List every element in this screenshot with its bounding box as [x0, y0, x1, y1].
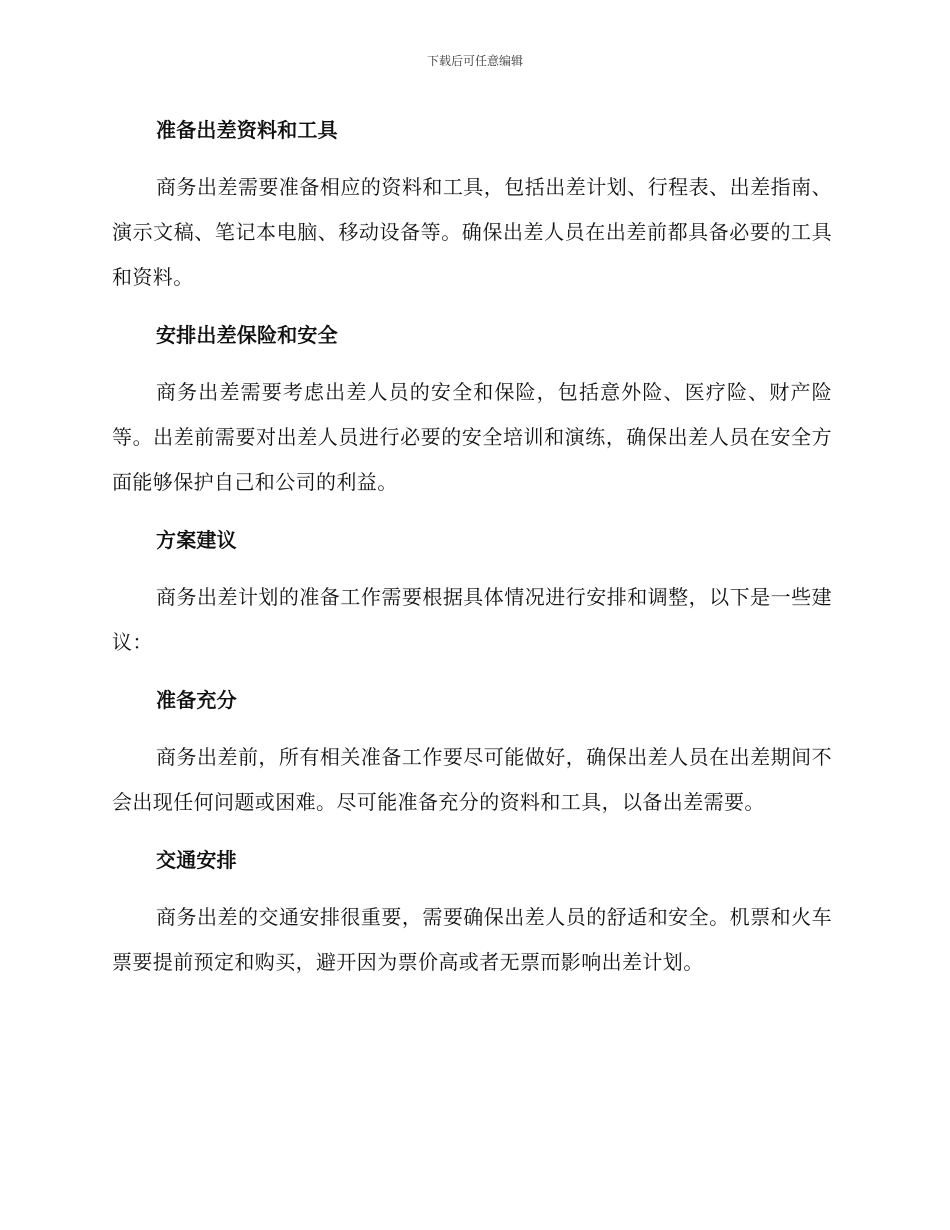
section-prepare-materials	[112, 108, 832, 300]
section-insurance-safety	[112, 313, 832, 505]
section-transportation	[112, 838, 832, 985]
section-plan-suggestions	[112, 518, 832, 665]
section-paragraph: 商务出差的交通安排很重要，需要确保出差人员的舒适和安全。机票和火车票要提前预定和购买，避开因为票价高或者无票而影响出差计划。	[112, 905, 832, 974]
section-heading: 方案建议	[156, 528, 237, 552]
section-heading: 准备充分	[156, 688, 237, 712]
section-heading: 准备出差资料和工具	[156, 118, 338, 142]
document-body	[112, 108, 832, 998]
section-heading: 交通安排	[156, 848, 237, 872]
page-header-note: 下载后可任意编辑	[426, 54, 523, 68]
section-paragraph: 商务出差需要准备相应的资料和工具，包括出差计划、行程表、出差指南、演示文稿、笔记本电脑、移动设备等。确保出差人员在出差前都具备必要的工具和资料。	[112, 175, 832, 289]
section-paragraph: 商务出差需要考虑出差人员的安全和保险，包括意外险、医疗险、财产险等。出差前需要对出差人员进行必要的安全培训和演练，确保出差人员在安全方面能够保护自己和公司的利益。	[112, 380, 832, 494]
section-paragraph: 商务出差计划的准备工作需要根据具体情况进行安排和调整，以下是一些建议：	[112, 585, 832, 654]
section-paragraph: 商务出差前，所有相关准备工作要尽可能做好，确保出差人员在出差期间不会出现任何问题或困难。尽可能准备充分的资料和工具，以备出差需要。	[112, 745, 832, 814]
section-full-preparation	[112, 678, 832, 825]
section-heading: 安排出差保险和安全	[156, 323, 338, 347]
